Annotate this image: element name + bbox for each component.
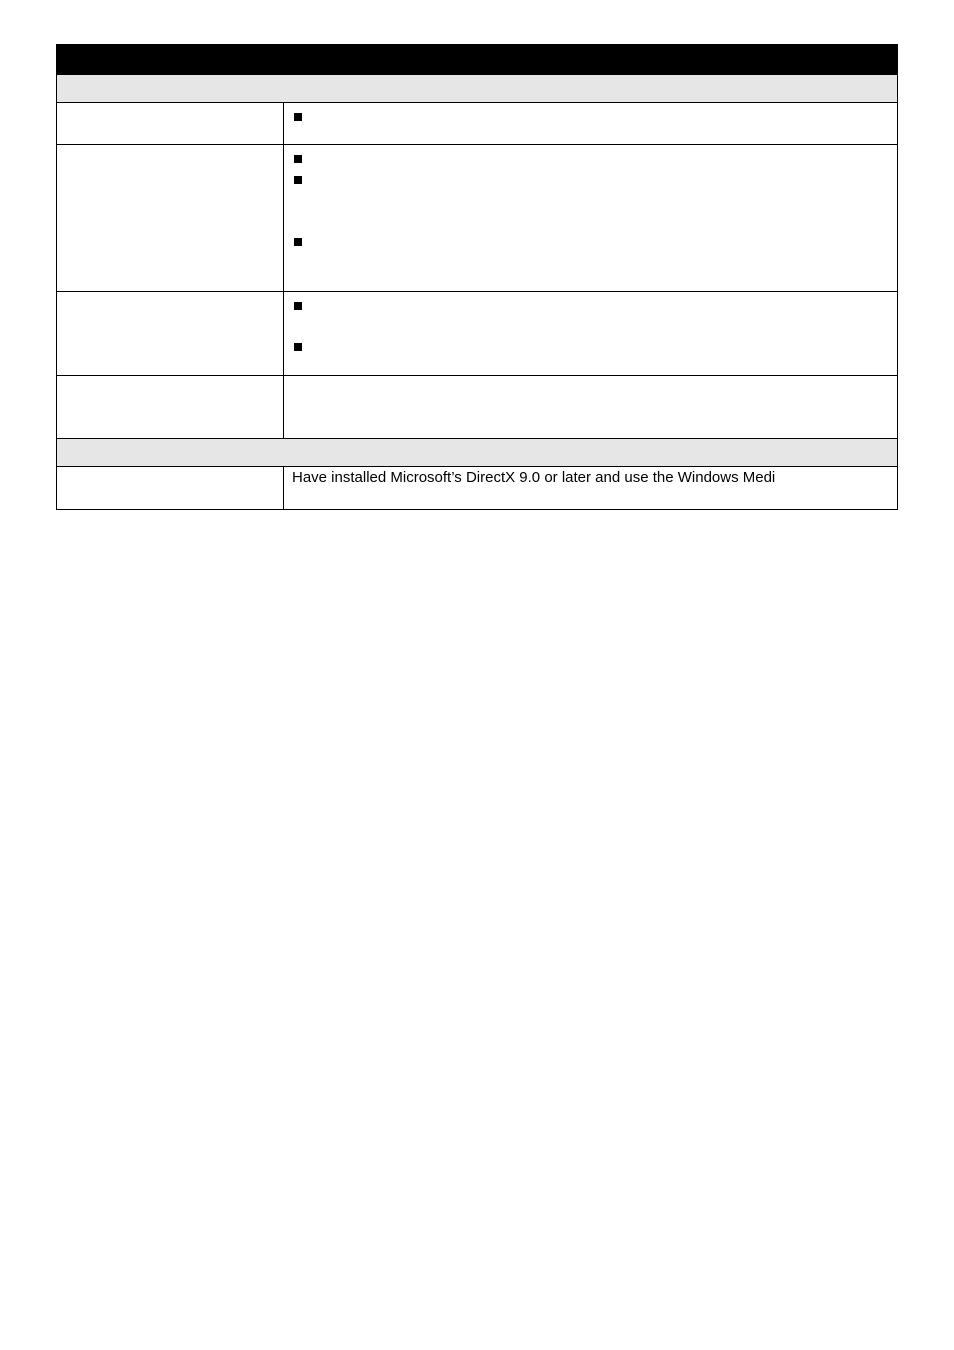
bullet-item: [292, 336, 889, 357]
table-cell-label: [57, 376, 284, 438]
table-row: [57, 291, 897, 375]
table-header-bar: [57, 45, 897, 74]
bullet-spacer: [292, 316, 889, 336]
section-band-1: [57, 74, 897, 102]
table-cell-label: [57, 467, 284, 509]
table-row: [57, 466, 897, 509]
bullet-item: [292, 231, 889, 252]
table-cell-value: [284, 103, 897, 144]
table-cell-label: [57, 145, 284, 291]
requirements-table: [56, 44, 898, 510]
bullet-spacer: [292, 190, 889, 231]
table-row: [57, 102, 897, 144]
table-cell-value: [284, 376, 897, 438]
table-row: [57, 375, 897, 438]
section-band-2: [57, 438, 897, 466]
black-square-bullet-icon: [294, 238, 302, 246]
black-square-bullet-icon: [294, 176, 302, 184]
table-cell-value: [284, 292, 897, 375]
black-square-bullet-icon: [294, 302, 302, 310]
bullet-item: [292, 106, 889, 127]
black-square-bullet-icon: [294, 113, 302, 121]
table-cell-value: [284, 467, 897, 509]
black-square-bullet-icon: [294, 155, 302, 163]
table-cell-label: [57, 292, 284, 375]
black-square-bullet-icon: [294, 343, 302, 351]
table-cell-value: [284, 145, 897, 291]
bullet-item: [292, 169, 889, 190]
directx-requirement-text: Have installed Microsoft’s DirectX 9.0 or later and use the Windows Medi: [292, 469, 776, 486]
bullet-item: [292, 295, 889, 316]
bullet-item: [292, 148, 889, 169]
table-row: [57, 144, 897, 291]
table-cell-label: [57, 103, 284, 144]
